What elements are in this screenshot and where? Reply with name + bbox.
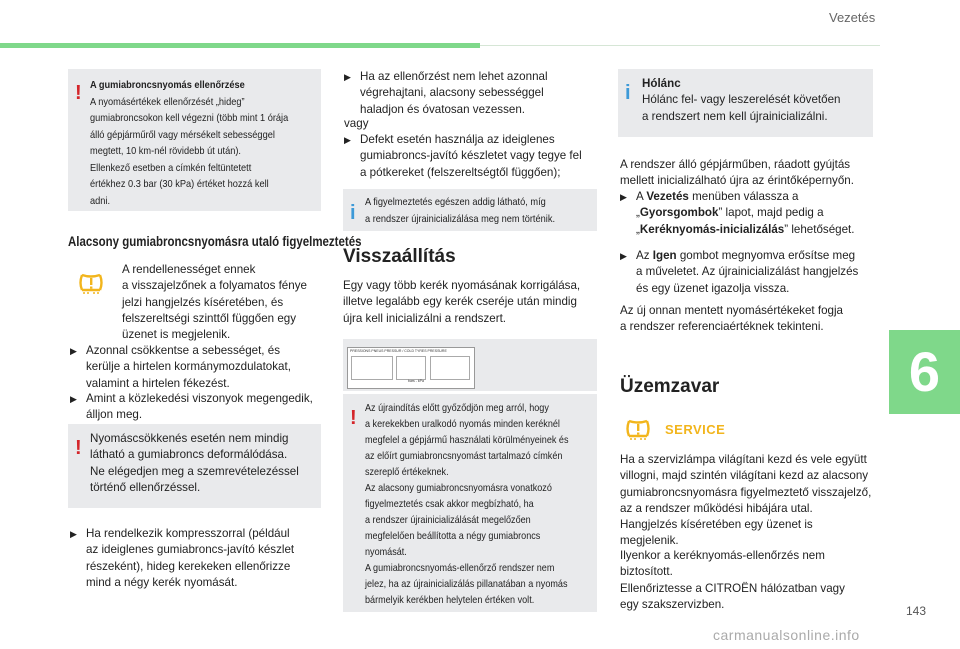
text-line: biztosított. xyxy=(620,565,673,579)
or-text: vagy xyxy=(344,117,369,130)
text-line: Egy vagy több kerék nyomásának korrigálása, xyxy=(343,279,581,292)
warning-line: megtett, 10 km-nél rövidebb út után). xyxy=(90,145,242,157)
text-line: A rendellenességet ennek xyxy=(122,263,256,276)
text-line: Az alacsony gumiabroncsnyomásra vonatkozó xyxy=(365,483,552,494)
text-line: valamint a hirtelen fékezést. xyxy=(86,376,230,390)
text-line: Defekt esetén használja az ideiglenes xyxy=(360,133,555,146)
page-number: 143 xyxy=(906,604,927,618)
text-line: felszereltségi szinttől függően egy xyxy=(122,311,297,325)
warning-title: A gumiabroncsnyomás ellenőrzése xyxy=(90,79,245,91)
service-warning-lamp: SERVICE xyxy=(665,422,726,437)
text-line: Ha a szervizlámpa világítani kezd és vele együtt xyxy=(620,453,867,466)
warning-icon: ! xyxy=(350,407,357,429)
text-line: Nyomáscsökkenés esetén nem mindig xyxy=(90,432,289,445)
bullet-arrow-icon: ▶ xyxy=(70,394,77,404)
text-line: Az új onnan mentett nyomásértékeket fogja xyxy=(620,304,843,317)
list-item xyxy=(70,526,330,591)
text-line: végrehajtani, alacsony sebességgel xyxy=(360,86,544,100)
text-line: a rendszert nem kell újrainicializálni. xyxy=(642,109,828,123)
lamp-description xyxy=(122,262,322,343)
text-line: látható a gumiabroncs deformálódása. xyxy=(90,448,288,462)
label-table xyxy=(396,356,426,380)
text-line: az előírt gumiabroncsnyomást tartalmazó címkén xyxy=(365,451,563,462)
pressure-label-sticker xyxy=(347,347,475,389)
text-line: megjelenik. xyxy=(620,534,679,548)
text-line: és egy üzenet igazolja vissza. xyxy=(636,281,790,295)
warning-box-pressure-check xyxy=(68,69,321,211)
text-line: Hangjelzés kíséretében egy üzenet is xyxy=(620,518,813,532)
header-accent-bar xyxy=(0,43,480,48)
bullet-arrow-icon: ▶ xyxy=(70,346,77,356)
text-line: szereplő értékeknek. xyxy=(365,467,449,478)
text-line: Ha rendelkezik kompresszorral (például xyxy=(86,527,290,540)
text-line: figyelmeztetés csak akkor megbízható, ha xyxy=(365,499,534,510)
text-line: A gumiabroncsnyomás-ellenőrző rendszer nem xyxy=(365,563,555,574)
text-line: A figyelmeztetés egészen addig látható, míg xyxy=(365,196,546,208)
text-line: Hólánc fel- vagy leszerelését követően xyxy=(642,93,841,107)
reset-heading: Visszaállítás xyxy=(343,246,456,267)
text-line: történő ellenőrzéssel. xyxy=(90,480,201,494)
malfunction-paragraph xyxy=(620,452,885,550)
list-item xyxy=(344,69,609,118)
text-fragment: „ xyxy=(636,222,640,236)
text-fragment: „ xyxy=(636,206,640,220)
text-line: megfelelően beállította a négy gumiabroncs xyxy=(365,531,541,542)
text-fragment: menüben válassza a xyxy=(688,190,799,203)
text-line: Amint a közlekedési viszonyok megengedik, xyxy=(86,392,313,405)
bullet-arrow-icon: ▶ xyxy=(70,529,77,539)
label-title: PRESSIONS PNEUS PRESSUR / COLD TYRES PRESSURE xyxy=(350,349,447,353)
text-line: részeként), hideg kerekeken ellenőrizze xyxy=(86,559,291,573)
warning-line: A nyomásértékek ellenőrzését „hideg” xyxy=(90,95,245,108)
text-line: a műveletet. Az újrainicializálást hangjelzés xyxy=(636,265,859,279)
section-title: Vezetés xyxy=(829,10,876,25)
warning-line: gumiabroncsokon kell végezni (több mint 1 órája xyxy=(90,112,289,124)
warning-line: értékhez 0.3 bar (30 kPa) értéket hozzá kell xyxy=(90,178,269,190)
warning-icon: ! xyxy=(75,82,82,104)
text-line: A rendszer álló gépjárműben, ráadott gyújtás xyxy=(620,158,851,171)
label-table xyxy=(351,356,393,380)
watermark: carmanualsonline.info xyxy=(713,627,860,643)
text-line: mind a négy kerék nyomását. xyxy=(86,575,238,589)
text-fragment: Az xyxy=(636,249,653,262)
tyre-pressure-warning-lamp-icon xyxy=(625,418,651,445)
warning-box-before-reset xyxy=(343,394,597,612)
text-line: gumiabroncs-javító készletet vagy tegye fel xyxy=(360,149,582,163)
text-line: Azonnal csökkentse a sebességet, és xyxy=(86,344,280,357)
text-line: megfelel a gépjármű használati körülményeinek és xyxy=(365,435,569,446)
info-box-warning-visible xyxy=(343,189,597,231)
service-advice-paragraph xyxy=(620,548,885,613)
label-footer: bars - kPa xyxy=(408,379,424,383)
text-line: az ideiglenes gumiabroncs-javító készlet xyxy=(86,543,295,557)
text-line: Ne elégedjen meg a szemrevételezéssel xyxy=(90,464,299,478)
text-line: üzenet is megjelenik. xyxy=(122,328,231,342)
info-title: Hólánc xyxy=(642,77,681,90)
warning-line: adni. xyxy=(90,194,111,207)
warning-line: álló gépjárműről vagy mérsékelt sebességgel xyxy=(90,128,275,141)
list-item xyxy=(70,343,330,392)
text-line: kerülje a hirtelen kormánymozdulatokat, xyxy=(86,360,291,374)
malfunction-heading: Üzemzavar xyxy=(620,376,720,397)
text-line: illetve legalább egy kerék cseréje után mindig xyxy=(343,295,577,309)
text-line: bármelyik kerékben helytelen értéken volt. xyxy=(365,595,535,606)
header-rule xyxy=(480,45,880,46)
list-item xyxy=(620,248,885,297)
warning-box-deformation xyxy=(68,424,321,508)
text-line: a pótkereket (felszereltségtől függően); xyxy=(360,165,561,179)
text-line: a rendszer újrainicializálása meg nem történik. xyxy=(365,212,556,225)
menu-name-driving: Vezetés xyxy=(646,190,689,203)
text-line: haladjon és óvatosan vezessen. xyxy=(360,102,526,116)
text-line: Ellenőriztesse a CITROËN hálózatban vagy xyxy=(620,581,845,595)
text-fragment: ” lehetőséget. xyxy=(784,222,855,236)
tab-name-shortcuts: Gyorsgombok xyxy=(639,206,719,220)
text-line: a rendszer újrainicializálását megelőzően xyxy=(365,515,531,526)
info-box-snow-chain xyxy=(618,69,873,137)
low-pressure-heading: Alacsony gumiabroncsnyomásra utaló figyelmeztetés xyxy=(68,233,362,249)
text-line: a visszajelzőnek a folyamatos fénye xyxy=(122,279,307,293)
chapter-tab: 6 xyxy=(889,330,960,414)
bullet-arrow-icon: ▶ xyxy=(344,72,351,82)
text-fragment: gombot megnyomva erősítse meg xyxy=(676,249,856,262)
list-item xyxy=(344,132,609,181)
text-line: villogni, majd szintén világítani kezd az alacsony xyxy=(620,469,869,483)
tyre-pressure-label-illustration xyxy=(343,339,597,391)
text-line: gumiabroncsnyomásra figyelmeztető visszajelző, xyxy=(620,485,872,499)
text-line: nyomását. xyxy=(365,547,407,558)
label-table xyxy=(430,356,470,380)
tyre-pressure-warning-lamp-icon xyxy=(78,272,104,299)
option-name-pressure-init: Keréknyomás-inicializálás xyxy=(639,222,785,236)
bullet-arrow-icon: ▶ xyxy=(620,251,627,261)
info-icon: i xyxy=(625,82,631,104)
text-line: Az újraindítás előtt győződjön meg arról, hogy xyxy=(365,403,549,414)
reference-values-paragraph xyxy=(620,303,880,336)
text-line: jelez, ha az újrainicializálás pillanatában a nyomás xyxy=(365,579,568,590)
text-line: a kerekekben uralkodó nyomás minden keréknél xyxy=(365,419,560,430)
text-line: jelzi hangjelzés kíséretében, és xyxy=(122,295,284,309)
warning-icon: ! xyxy=(75,437,82,459)
button-name-yes: Igen xyxy=(652,249,677,262)
text-line: az a rendszer működési hibájára utal. xyxy=(620,501,813,515)
bullet-arrow-icon: ▶ xyxy=(620,192,627,202)
text-fragment: ” lapot, majd pedig a xyxy=(718,206,824,220)
text-line: Ilyenkor a keréknyomás-ellenőrzés nem xyxy=(620,549,825,562)
text-line: álljon meg. xyxy=(86,408,143,422)
list-item xyxy=(620,189,885,238)
text-line: Ha az ellenőrzést nem lehet azonnal xyxy=(360,70,548,83)
text-line: a rendszer referenciaértéknek tekinteni. xyxy=(620,320,824,334)
list-item xyxy=(70,391,330,424)
text-fragment: A xyxy=(636,190,647,203)
text-line: mellett inicializálható újra az érintőképernyőn. xyxy=(620,174,854,188)
info-icon: i xyxy=(350,202,356,224)
text-line: újra kell inicializálni a rendszert. xyxy=(343,311,507,325)
bullet-arrow-icon: ▶ xyxy=(344,135,351,145)
reset-paragraph xyxy=(343,278,603,327)
text-line: egy szakszervizben. xyxy=(620,597,725,611)
warning-line: Ellenkező esetben a címkén feltüntetett xyxy=(90,161,252,174)
reset-conditions-paragraph xyxy=(620,157,880,190)
